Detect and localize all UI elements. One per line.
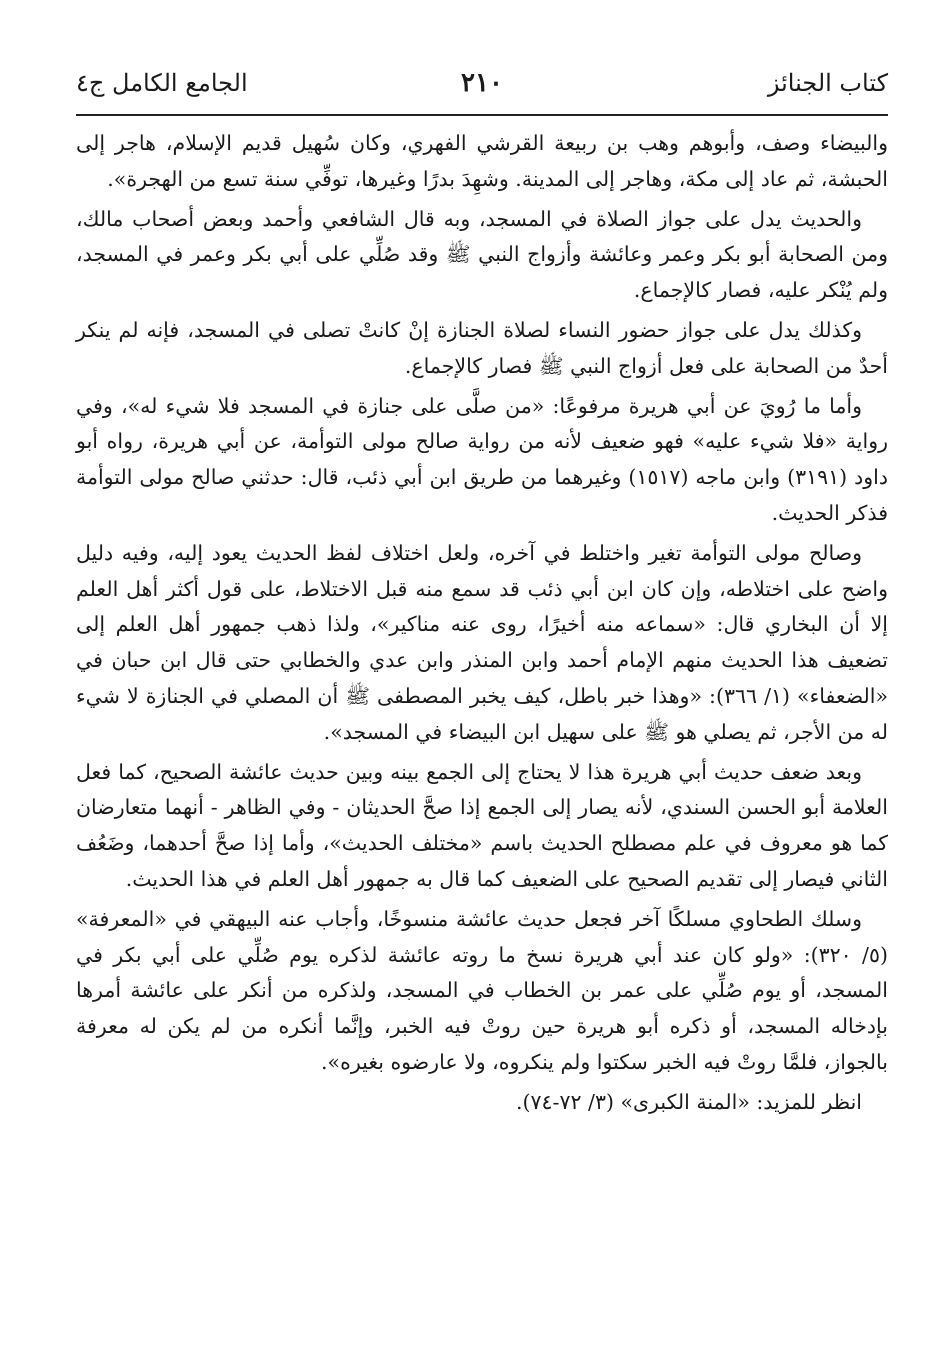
- page-number: ٢١٠: [461, 68, 503, 98]
- paragraph-4: وأما ما رُويَ عن أبي هريرة مرفوعًا: «من صلَّى على جنازة في المسجد فلا شيء له»، وفي رواية «فلا شيء عليه» فهو ضعيف لأنه من رواية صالح مولى التوأمة، عن أبي هريرة، رواه أبو داود (٣١٩١) وابن ماجه (١٥١٧) وغيرهما من طريق ابن أبي ذئب، قال: حدثني صالح مولى التوأمة فذكر الحديث.: [76, 393, 888, 525]
- paragraph-6: وبعد ضعف حديث أبي هريرة هذا لا يحتاج إلى الجمع بينه وبين حديث عائشة الصحيح، كما فعل العلامة أبو الحسن السندي، لأنه يصار إلى الجمع إذا صحَّ الحديثان - وفي الظاهر - أنهما متعارضان كما هو معروف في علم مصطلح الحديث باسم «مختلف الحديث»، وأما إذا صحَّ أحدهما، وضَعُف الثاني فيصار إلى تقديم الصحيح على الضعيف كما قال به جمهور أهل العلم في هذا الحديث.: [76, 759, 888, 891]
- paragraph-1: والبيضاء وصف، وأبوهم وهب بن ربيعة القرشي الفهري، وكان سُهيل قديم الإسلام، هاجر إلى الحبشة، ثم عاد إلى مكة، وهاجر إلى المدينة. وشهِدَ بدرًا وغيرها، توفِّي سنة تسع من الهجرة».: [76, 131, 888, 191]
- header-divider: [76, 114, 888, 116]
- running-header: [76, 58, 888, 108]
- paragraph-5: وصالح مولى التوأمة تغير واختلط في آخره، ولعل اختلاف لفظ الحديث يعود إليه، وفيه دليل واضح على اختلاطه، وإن كان ابن أبي ذئب قد سمع منه قبل الاختلاط، على قول أكثر أهل العلم إلا أن البخاري قال: «سماعه منه أخيرًا، روى عنه مناكير»، ولذا ذهب جمهور أهل العلم إلى تضعيف هذا الحديث منهم الإمام أحمد وابن المنذر وابن عدي والخطابي حتى قال ابن حبان في «الضعفاء» (١/ ٣٦٦): «وهذا خبر باطل، كيف يخبر المصطفى ﷺ أن المصلي في الجنازة لا شيء له من الأجر، ثم يصلي هو ﷺ على سهيل ابن البيضاء في المسجد».: [76, 540, 888, 744]
- paragraph-3: وكذلك يدل على جواز حضور النساء لصلاة الجنازة إنْ كانتْ تصلى في المسجد، فإنه لم ينكر أحدٌ من الصحابة على فعل أزواج النبي ﷺ فصار كالإجماع.: [76, 317, 888, 378]
- paragraph-2: والحديث يدل على جواز الصلاة في المسجد، وبه قال الشافعي وأحمد وبعض أصحاب مالك، ومن الصحابة أبو بكر وعمر وعائشة وأزواج النبي ﷺ وقد صُلِّي على أبي بكر وعمر في المسجد، ولم يُنْكر عليه، فصار كالإجماع.: [76, 206, 888, 303]
- volume-title: الجامع الكامل ج٤: [76, 69, 248, 97]
- chapter-title: كتاب الجنائز: [767, 69, 888, 97]
- main-text: [76, 126, 888, 1125]
- paragraph-7: وسلك الطحاوي مسلكًا آخر فجعل حديث عائشة منسوخًا، وأجاب عنه البيهقي في «المعرفة» (٥/ ٣٢٠): «ولو كان عند أبي هريرة نسخ ما روته عائشة لذكره يوم صُلِّي على أبي بكر في المسجد، أو يوم صُلِّي على عمر بن الخطاب في المسجد، ولذكره من أنكر على عائشة أمرها بإدخاله المسجد، أو ذكره أبو هريرة حين روتْ فيه الخبر، وإنَّما أنكره من لم يكن له معرفة بالجواز، فلمَّا روتْ فيه الخبر سكتوا ولم ينكروه، ولا عارضوه بغيره».: [76, 906, 888, 1074]
- further-reading-note: انظر للمزيد: «المنة الكبرى» (٣/ ٧٢-٧٤).: [516, 1089, 862, 1114]
